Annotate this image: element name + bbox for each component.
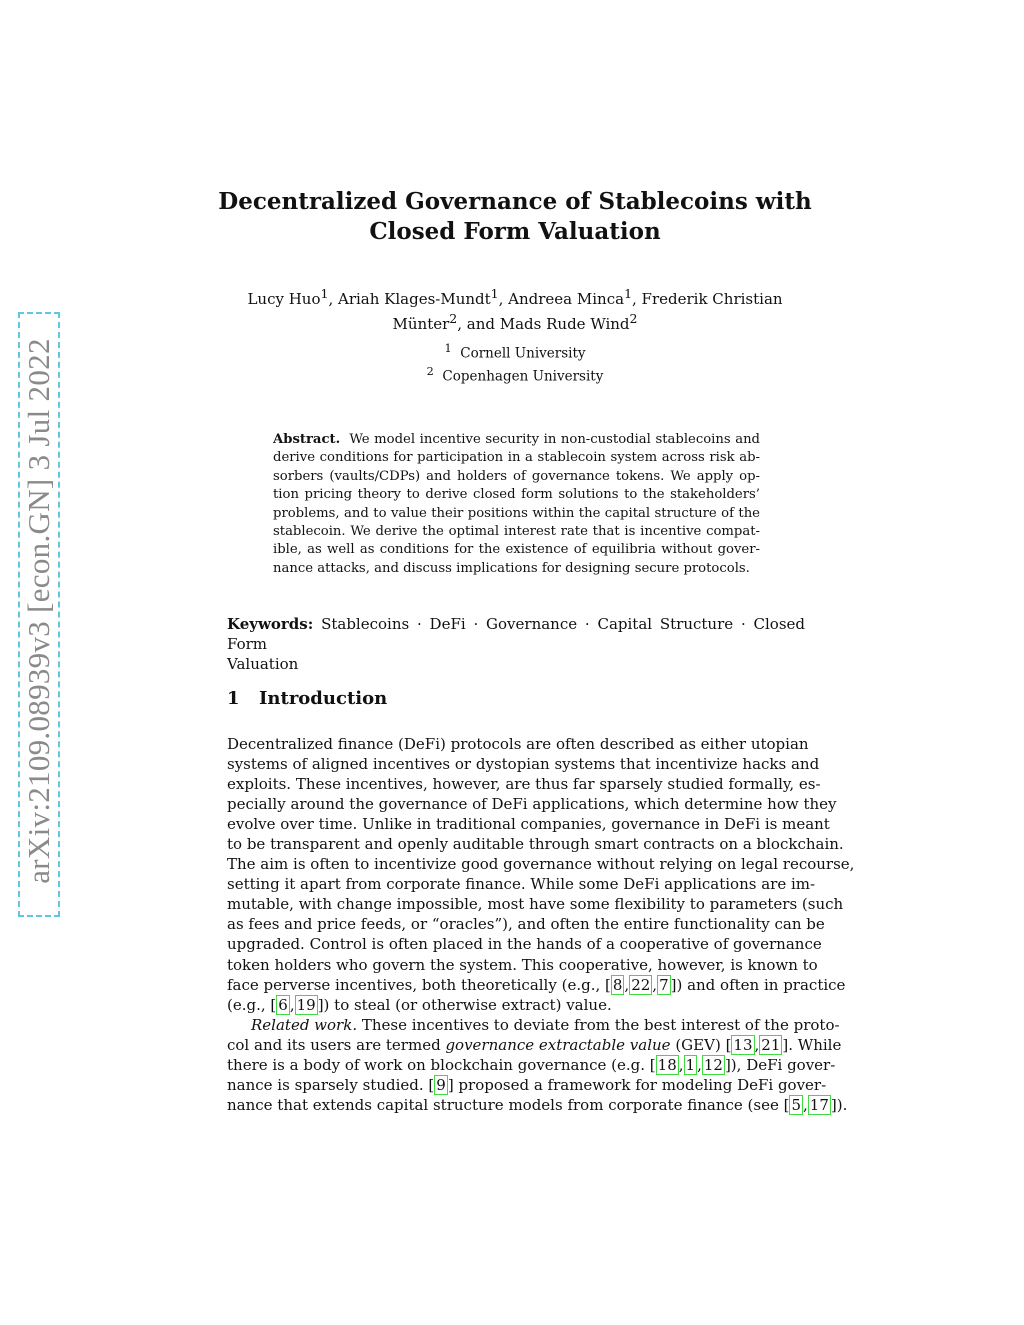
body-line: there is a body of work on blockchain governance (e.g. [ 18 , 1 , 12 ]), DeFi gover- [227,1055,836,1074]
body-text: col and its users are termed [227,1035,446,1054]
affiliation-list [150,340,880,385]
citation-link[interactable]: 8 [612,975,623,994]
affiliation-marker: 1 [320,286,329,301]
citation-link[interactable]: 13 [733,1035,753,1054]
citation-link[interactable]: 22 [631,975,651,994]
abstract-line: ible, as well as conditions for the existence of equilibria without gover- [273,542,760,558]
abstract-text: We model incentive security in non-custodial stablecoins and [349,432,760,447]
abstract-label: Abstract. [273,432,341,447]
arxiv-identifier[interactable]: arXiv:2109.08939v3 [econ.GN] 3 Jul 2022 [21,338,56,884]
author-name: Lucy Huo [247,290,321,308]
abstract [273,431,760,578]
abstract-line: tion pricing theory to derive closed form solutions to the stakeholders’ [273,487,760,503]
affiliation-item [150,340,880,363]
body-line: nance that extends capital structure models from corporate finance (see [ 5 , 17 ]). [227,1095,848,1114]
author-line-1 [150,284,880,309]
author-name: , Ariah Klages-Mundt [328,290,491,308]
citation-link[interactable]: 6 [278,995,288,1014]
citation-link[interactable]: 5 [791,1095,801,1114]
affiliation-number: 2 [426,364,434,378]
citation-link[interactable]: 21 [761,1035,781,1054]
body-line: upgraded. Control is often placed in the hands of a cooperative of governance [227,935,822,954]
body-text: face perverse incentives, both theoretically (e.g., [ [227,975,611,994]
abstract-line: derive conditions for participation in a stablecoin system across risk ab- [273,450,760,466]
author-list [150,284,880,334]
citation-link[interactable]: 17 [809,1095,829,1114]
affiliation-name: Cornell University [460,345,586,362]
body-line [227,1075,827,1095]
body-line: systems of aligned incentives or dystopian systems that incentivize hacks and [227,755,820,774]
body-line: setting it apart from corporate finance. While some DeFi applications are im- [227,875,816,894]
body-text: nance that extends capital structure models from corporate finance (see [ [227,1095,790,1114]
section-number: 1 [227,688,240,709]
body-line: to be transparent and openly auditable through smart contracts on a blockchain. [227,835,844,854]
author-name: , Frederik Christian [632,290,783,308]
emphasized-term: governance extractable value [445,1035,671,1054]
citation-link[interactable]: 1 [685,1055,696,1074]
citation-link[interactable]: 19 [296,995,316,1014]
citation-link[interactable]: 18 [657,1055,677,1074]
author-name: , and Mads Rude Wind [457,315,630,333]
body-line: Decentralized finance (DeFi) protocols are often described as either utopian [227,735,809,753]
title-line-1: Decentralized Governance of Stablecoins with [218,188,812,215]
body-line [227,1015,840,1035]
abstract-line: nance attacks, and discuss implications for designing secure protocols. [273,560,750,576]
section-heading [227,687,805,711]
keywords-line [227,614,805,654]
body-line: evolve over time. Unlike in traditional companies, governance in DeFi is meant [227,815,830,834]
affiliation-marker: 2 [449,311,458,326]
body-line: (e.g., [ 6 , 19 ]) to steal (or otherwise extract) value. [227,995,612,1014]
body-text: there is a body of work on blockchain governance (e.g. [ [227,1055,656,1074]
body-text: These incentives to deviate from the best interest of the proto- [357,1015,840,1034]
keywords-label: Keywords: [227,615,314,633]
section-title: Introduction [259,688,388,709]
body-line: pecially around the governance of DeFi applications, which determine how they [227,795,837,814]
abstract-line [273,431,760,449]
body-text: (e.g., [ [227,995,277,1014]
author-line-2 [150,309,880,334]
body-text: ] proposed a framework for modeling DeFi gover- [447,1075,827,1094]
citation-link[interactable]: 7 [659,975,669,994]
body-line: as fees and price feeds, or “oracles”), and often the entire functionality can be [227,915,825,934]
citation-link[interactable]: 9 [436,1075,446,1094]
abstract-line: sorbers (vaults/CDPs) and holders of governance tokens. We apply op- [273,468,760,484]
abstract-line: problems, and to value their positions within the capital structure of the [273,505,760,521]
affiliation-marker: 1 [490,286,499,301]
body-text: ]. While [782,1035,842,1054]
title-line-2: Closed Form Valuation [369,218,661,245]
introduction-body [227,734,855,1115]
abstract-line: stablecoin. We derive the optimal interest rate that is incentive compat- [273,524,760,540]
affiliation-marker: 2 [629,311,638,326]
author-name: Münter [392,315,450,333]
body-line: col and its users are termed governance extractable value (GEV) [ 13 , 21 ]. While [227,1035,842,1054]
keywords [227,614,805,674]
keywords-text: Stablecoins · DeFi · Governance · Capital Structure · Closed Form [227,615,805,653]
body-line: exploits. These incentives, however, are thus far sparsely studied formally, es- [227,775,821,794]
body-line: The aim is often to incentivize good governance without relying on legal recourse, [227,855,855,874]
body-text: ]) and often in practice [670,975,846,994]
body-line: token holders who govern the system. This cooperative, however, is known to [227,955,818,974]
body-text: ]), DeFi gover- [724,1055,836,1074]
author-name: , Andreea Minca [498,290,625,308]
body-line: mutable, with change impossible, most have some flexibility to parameters (such [227,895,844,914]
affiliation-marker: 1 [624,286,633,301]
body-text: nance is sparsely studied. [ [227,1075,435,1094]
body-text: ]) to steal (or otherwise extract) value. [317,995,612,1014]
paper-title [150,187,880,247]
body-text: ]). [830,1095,848,1114]
affiliation-number: 1 [444,342,452,355]
citation-link[interactable]: 12 [703,1055,723,1074]
keywords-line: Valuation [227,655,299,673]
paragraph-run-in-heading: Related work. [251,1015,358,1034]
affiliation-name: Copenhagen University [442,368,604,384]
affiliation-item [150,363,880,386]
body-line: face perverse incentives, both theoretically (e.g., [ 8 , 22 , 7 ]) and often in practice [227,975,846,994]
body-text: (GEV) [ [670,1035,732,1054]
